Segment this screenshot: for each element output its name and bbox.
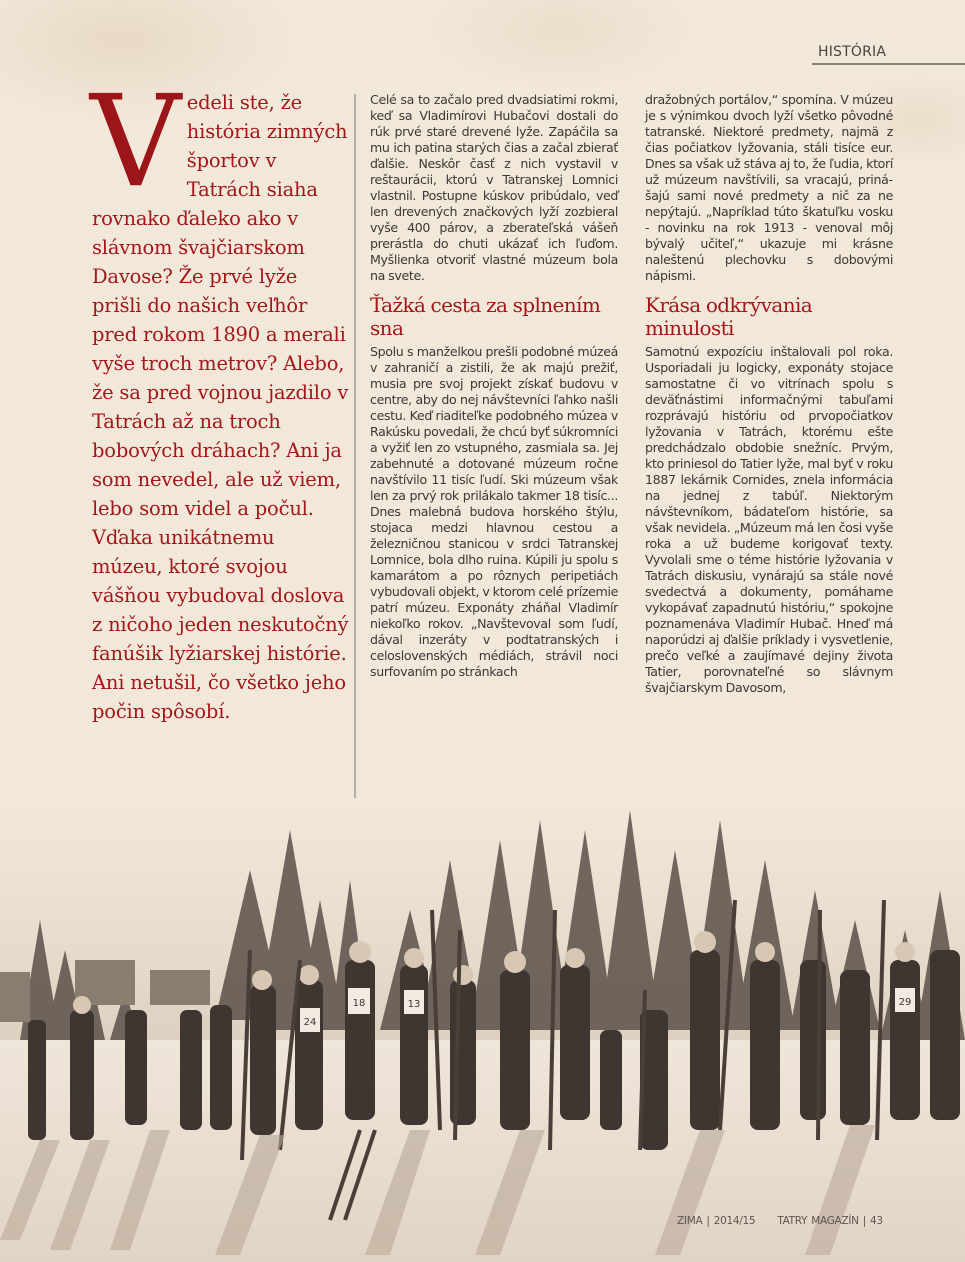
subheading-tazka-cesta: Ťažká cesta za splnením sna xyxy=(370,293,601,340)
drop-cap: V xyxy=(90,68,181,215)
column-divider xyxy=(354,94,356,798)
footer-magazine: TATRY MAGAZÍN xyxy=(777,1215,859,1227)
footer-separator: | xyxy=(706,1215,710,1227)
footer-season: ZIMA xyxy=(677,1215,703,1227)
skiers-photo-illustration xyxy=(0,800,965,1262)
lead-paragraph xyxy=(90,68,350,726)
bib-number: 13 xyxy=(407,999,421,1010)
article-paragraph: dražobných portálov,“ spomína. V múzeu je s výnimkou dvoch lyží všetko pôvodné tatranské. Niektoré predmety, najmä z čias počiatkov lyžovania, stáli tisíce eur. Dnes sa však už stáva aj to, že ľudia, ktorí už múzeum navštívili, sa vracajú, prinášajú sami nové predmety a nič za ne nepýtajú. „Napríklad túto škatuľku vosku - novinku na rok 1913 - venoval môj bývalý učiteľ,“ ukazuje mi krásne naleštenú plechovku s dobovými nápismi. xyxy=(645,92,893,283)
subheading-krasa-odkryvania: Krása odkrývania minulosti xyxy=(645,293,813,340)
section-rule xyxy=(812,63,965,65)
article-paragraph: Celé sa to začalo pred dvadsiatimi rokmi, keď sa Vladimírovi Hubačovi dostali do rúk prvé staré drevené lyže. Zapáčila sa mu ich patina starých čias a začal zbierať ďalšie. Neskôr časť z nich vystavil v reštaurácii, ktorú v Tatranskej Lomnici vlastnil. Postupne kúskov pribúdalo, veď len drevených značkových lyží zozbieral vyše 400 párov, a zberateľská vášeň prerástla do chuti ukázať ich ľuďom. Myšlienka otvoriť vlastné múzeum bola na svete. xyxy=(370,92,618,283)
section-label: HISTÓRIA xyxy=(818,44,887,60)
page-footer xyxy=(677,1215,883,1227)
lead-text: edeli ste, že história zimných športov v Tatrách siaha rovnako ďaleko ako v slávnom švajčiarskom Davose? Že prvé lyže prišli do našich veľhôr pred rokom 1890 a merali vyše troch metrov? Alebo, že sa pred vojnou jazdilo v Tatrách až na troch bobových dráhach? Ani ja som nevedel, ale už viem, lebo som videl a počul. Vďaka unikátnemu múzeu, ktoré svojou vášňou vybudoval doslova z ničoho jeden neskutočný fanúšik lyžiarskej histórie. Ani netušil, čo všetko jeho počin spôsobí. xyxy=(92,91,349,723)
footer-page-number: 43 xyxy=(870,1215,883,1227)
skiers-photo xyxy=(0,800,965,1262)
bib-number: 29 xyxy=(898,997,912,1008)
bib-number: 24 xyxy=(303,1017,317,1028)
footer-year: 2014/15 xyxy=(713,1215,756,1227)
article-column-2 xyxy=(645,92,893,696)
article-paragraph: Samotnú expozíciu inštalovali pol roka. Usporiadali ju logicky, exponáty stojace samostatne či vo vitrínach spolu s deväťnástimi informačnými tabuľami rozprávajú históriu od prvopočiatkov lyžovania v Tatrách, ktorému ešte predchádzalo obdobie snežníc. Prvým, kto priniesol do Tatier lyže, mal byť v roku 1887 lekárnik Cornides, znela informácia na jednej z tabúľ. Niektorým návštevníkom, bádateľom histórie, sa však nevidela. „Múzeum má len čosi vyše roka a už budeme korigovať texty. Vyvolali sme o téme histórie lyžovania v Tatrách diskusiu, vynárajú sa stále nové svedectvá a dokumenty, pomáhame vykopávať zapadnutú históriu,“ spokojne poznamenáva Vladimír Hubač. Hneď má naporúdzi aj ďalšie príklady i vysvetlenie, prečo veľké a zaujímavé dejiny života Tatier, porovnateľné so slávnym švajčiarskym Davosom, xyxy=(645,344,893,695)
bib-number: 18 xyxy=(352,998,366,1009)
footer-separator: | xyxy=(862,1215,866,1227)
article-paragraph: Spolu s manželkou prešli podobné múzeá v zahraničí a zistili, že ak majú prežiť, musia pre svoj projekt získať budovu v centre, aby do nej návštevníci ľahko našli cestu. Keď riaditeľke podobného múzea v Rakúsku povedali, že chcú byť súkromníci a vyžiť len zo vstupného, zasmiala sa. Jej zabehnuté a dotované múzeum ročne navštívilo 11 tisíc ľudí. Ski múzeum však len za prvý rok prilákalo takmer 18 tisíc... Dnes malebná budova horského štýlu, stojaca medzi hlavnou cestou a železničnou stanicou v srdci Tatranskej Lomnice, bola dlho ruina. Kúpili ju spolu s kamarátom a po rôznych peripetiách vybudovali objekt, v ktorom celé prízemie patrí múzeu. Exponáty zháňal Vladimír niekoľko rokov. „Navštevoval som ľudí, dával inzeráty v podtatranských i celoslovenských médiách, strávil noci surfovaním po stránkach xyxy=(370,344,618,679)
article-column-1 xyxy=(370,92,618,680)
